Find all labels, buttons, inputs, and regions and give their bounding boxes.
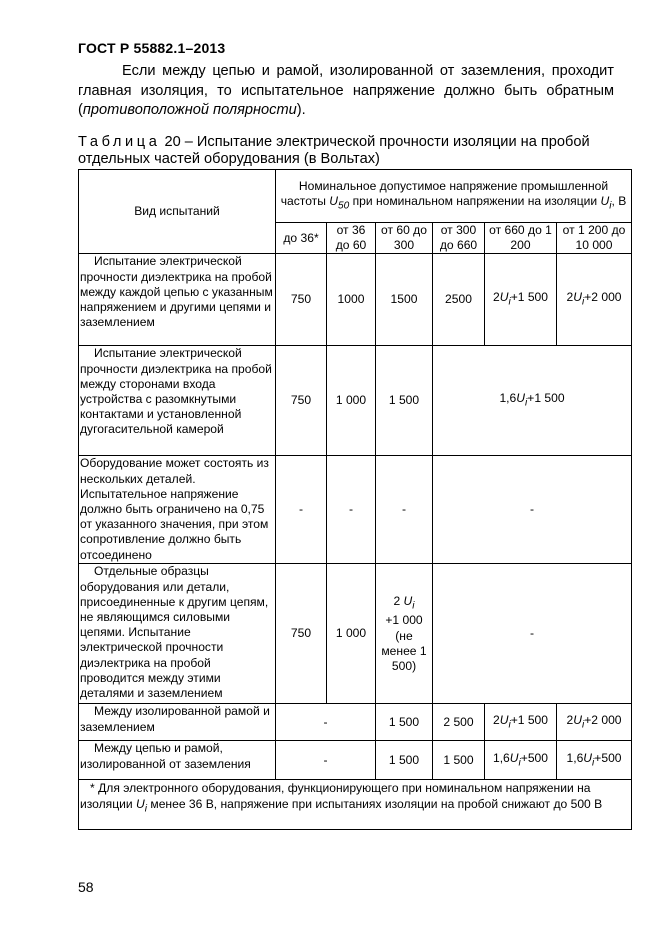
page-number: 58 [78,879,94,895]
row-description: Испытание электрической прочности диэлектрика на пробой между каждой цепью с указанным напряжением и другими цепями и заземлением [79,254,276,346]
cell-value-merged: - [276,704,376,741]
symbol-u: U [329,193,338,208]
cell-formula: 2 $U_i$ +1 000 (не менее 1 500) [376,564,433,704]
cell-formula: $1,6U_i+500$ [485,741,557,780]
cell-value: 1000 [327,254,376,346]
symbol-ui-sub: i [609,200,612,212]
group-header-part-a: Номинальное допустимое напряжение промышленной частоты [280,178,609,208]
cell-value: 750 [276,254,327,346]
cell-value-merged: - [433,456,632,564]
cell-value: 1 000 [327,564,376,704]
cell-formula: $2U_i+2$ 000 [557,704,632,741]
table-footnote-row [79,780,632,830]
row-description: Между изолированной рамой и заземлением [79,704,276,741]
group-header-part-c: , В [611,193,627,208]
cell-formula: $2U_i+1$ 500 [485,254,557,346]
range-header: от 36 до 60 [327,223,376,254]
cell-value: 750 [276,346,327,456]
header-test-kind: Вид испытаний [79,170,276,254]
table-row [79,704,632,741]
row-description: Между цепью и рамой, изолированной от заземления [79,741,276,780]
cell-formula: $2U_i+2$ 000 [557,254,632,346]
cell-value: - [276,456,327,564]
cell-value: - [327,456,376,564]
cell-value: 2500 [433,254,485,346]
cell-value: 2 500 [433,704,485,741]
range-header: от 660 до 1 200 [485,223,557,254]
intro-paragraph [78,62,614,121]
header-voltage-group [276,170,632,223]
cell-value: 1 500 [433,741,485,780]
cell-value: 1500 [376,254,433,346]
intro-italic: противоположной полярности [82,102,297,118]
cell-formula: $1,6U_i+500$ [557,741,632,780]
cell-value: 1 500 [376,704,433,741]
cell-value: 1 500 [376,741,433,780]
cell-formula: $2U_i+1$ 500 [485,704,557,741]
insulation-test-table [78,169,632,830]
group-header-part-b: при номинальном напряжении на изоляции [349,193,601,208]
cell-value-merged: - [433,564,632,704]
range-header: до 36* [276,223,327,254]
table-row [79,564,632,704]
standard-header: ГОСТ Р 55882.1–2013 [78,40,226,56]
cell-value: 750 [276,564,327,704]
row-description: Испытание электрической прочности диэлектрика на пробой между сторонами входа устройства с разомкнутыми контактами и установленной дугогасительной камерой [79,346,276,456]
symbol-ui: U [600,193,610,208]
cell-value: 1 500 [376,346,433,456]
intro-text: Если между цепью и рамой, изолированной от заземления, проходит главная изоляция, то испытательное напряжение должно быть обратным ( [78,63,614,118]
cell-value-merged: - [276,741,376,780]
range-header: от 1 200 до 10 000 [557,223,632,254]
table-row [79,254,632,346]
table-footnote: * Для электронного оборудования, функционирующего при номинальном напряжении на изоляции $U_i$ менее 36 В, напряжение при испытаниях изоляции на пробой снижают до 500 В [79,780,632,830]
table-caption [78,134,614,168]
cell-value: - [376,456,433,564]
cell-formula-merged: $1,6U_i+1$ 500 [433,346,632,456]
table-row [79,346,632,456]
cell-value: 1 000 [327,346,376,456]
range-header: от 60 до 300 [376,223,433,254]
symbol-u-sub: 50 [337,200,350,212]
row-description: Оборудование может состоять из нескольких деталей. Испытательное напряжение должно быть ограничено на 0,75 от указанного значения, при этом сопротивление должно быть отсоединено [79,456,276,564]
intro-tail: ). [296,102,306,118]
range-header: от 300 до 660 [433,223,485,254]
row-description: Отдельные образцы оборудования или детали, присоединенные к другим цепям, не являющимся силовыми цепями. Испытание электрической прочности диэлектрика на пробой проводится между этими деталями и заземлением [79,564,276,704]
caption-text: 20 – Испытание электрической прочности изоляции на пробой отдельных частей оборудования (в Вольтах) [78,134,590,167]
table-row [79,456,632,564]
caption-label: Таблица [78,134,161,150]
table-row [79,741,632,780]
